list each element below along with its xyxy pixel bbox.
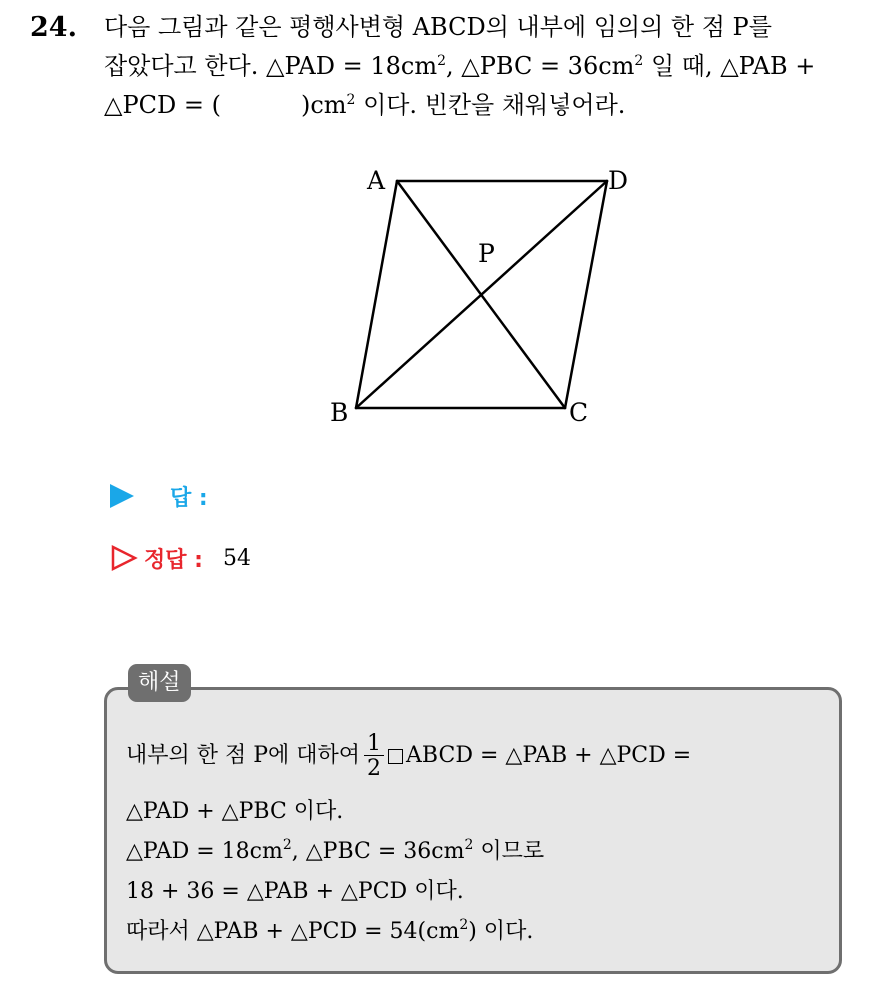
solution-line-2: △PAD + △PBC 이다. [126, 799, 344, 824]
question [30, 8, 870, 125]
vertex-label-d: D [608, 166, 629, 195]
solution-tab: 해설 [128, 664, 191, 702]
parallelogram-figure [320, 155, 629, 435]
answer-row [110, 480, 251, 512]
solution-line-3: △PAD = $18cm^2$, △PBC = $36cm^2$ 이므로 [126, 837, 545, 864]
parallelogram-diagram [320, 155, 629, 435]
correct-answer-row [110, 542, 251, 574]
side-dc [565, 181, 607, 408]
correct-answer-label: 정답 : [144, 547, 203, 573]
play-filled-icon [110, 484, 134, 508]
play-outline-icon [110, 544, 138, 572]
answer-section [110, 480, 251, 574]
segment-bd [356, 181, 607, 408]
solution-line-1: 내부의 한 점 P에 대하여 $\frac{1}{2}$ ABCD = △PAB + △PCD = [126, 730, 692, 781]
question-line-3: △PCD = ( )$cm^2$ 이다. 빈칸을 채워넣어라. [104, 91, 626, 119]
square-symbol-icon [388, 749, 403, 764]
point-label-p: P [478, 239, 495, 268]
question-line-2: 잡았다고 한다. △PAD = $18cm^2$, △PBC = $36cm^2$ 일 때, △PAB + [104, 52, 816, 80]
solution-line-5: 따라서 △PAB + △PCD = $54(cm^2)$ 이다. [126, 917, 534, 944]
solution-line-4: 18 + 36 = △PAB + △PCD 이다. [126, 879, 464, 904]
correct-answer-value: 54 [222, 545, 251, 571]
answer-label: 답 : [170, 485, 208, 511]
vertex-label-b: B [330, 398, 349, 427]
question-number: 24. [30, 12, 77, 43]
side-ba [356, 181, 397, 408]
question-line-1: 다음 그림과 같은 평행사변형 ABCD의 내부에 임의의 한 점 P를 [104, 13, 772, 41]
solution-body [126, 720, 826, 952]
fraction: $\frac{1}{2}$ [364, 733, 384, 780]
vertex-label-c: C [569, 398, 589, 427]
vertex-label-a: A [367, 166, 386, 195]
question-text [104, 8, 870, 125]
